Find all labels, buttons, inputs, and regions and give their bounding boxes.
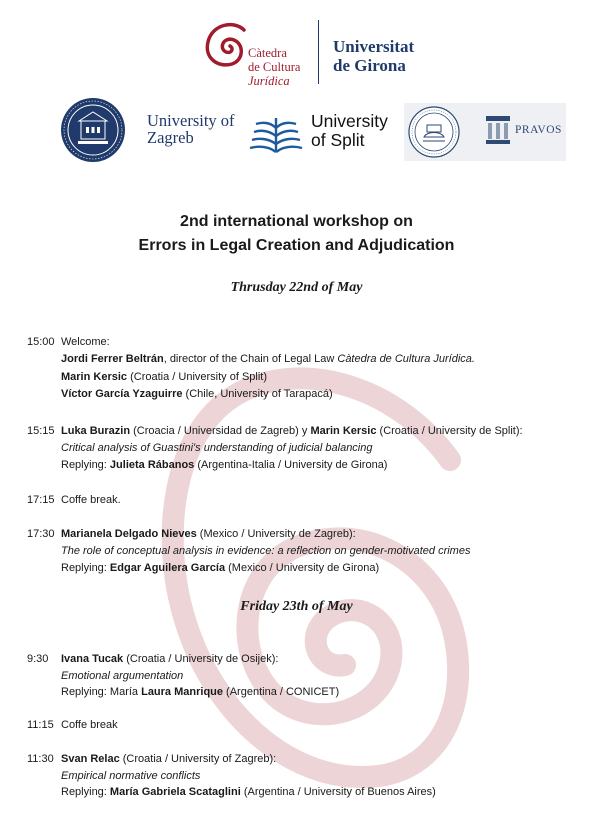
split-book-icon [248,112,304,156]
catedra-spiral-icon [204,22,250,68]
replying-label: Replying: María [61,686,142,698]
workshop-title-line-2: Errors in Legal Creation and Adjudication [138,237,455,254]
welcome-line-2 [61,371,267,383]
friday-heading: Friday 23th of May [240,599,353,614]
time-0930: 9:30 [27,653,49,665]
udg-line-2: de Girona [333,56,406,75]
institution-name: Càtedra de Cultura Jurídica. [337,353,475,365]
session-1515-topic: Critical analysis of Guastini's understanding of judicial balancing [61,442,373,454]
coffee-break-1: Coffe break. [61,494,121,506]
speaker-name: Svan Relac [61,753,120,765]
time-1515: 15:15 [27,425,55,437]
osijek-seal-icon [407,105,461,159]
replier-affiliation: (Mexico / University de Girona) [225,562,380,574]
speaker-affiliation: (Croatia / University de Split): [376,425,523,437]
udg-line-1: Universitat [333,37,415,56]
time-1715: 17:15 [27,494,55,506]
zagreb-line-1: University of [147,111,235,130]
replier-affiliation: (Argentina / University of Buenos Aires) [240,786,436,798]
replier-affiliation: (Argentina / CONICET) [223,686,340,698]
replier-affiliation: (Argentina-Italia / University de Girona) [194,459,388,471]
speaker-affiliation: (Croatia / University of Zagreb): [119,753,277,765]
speaker-name: Marin Kersic [61,371,128,383]
speaker-name: Marianela Delgado Nieves [61,528,197,540]
speaker-affiliation: (Mexico / University de Zagreb): [196,528,356,540]
catedra-line-2: de Cultura [248,60,301,74]
zagreb-logo-text [147,112,235,146]
zagreb-line-2: Zagreb [147,128,194,147]
session-1130-speaker [61,753,276,765]
speaker-name: Víctor García Yzaguirre [61,388,183,400]
time-1500: 15:00 [27,336,55,348]
session-0930-replying [61,686,339,698]
split-logo-text [311,112,388,150]
time-1115: 11:15 [27,719,54,731]
replier-name: Edgar Aguilera García [109,562,226,574]
welcome-line-1 [61,353,475,365]
speaker-affiliation: , director of the Chain of Legal Law [163,353,338,365]
replier-name: Julieta Rábanos [109,459,195,471]
speaker-name: Marin Kersic [310,425,377,437]
welcome-line-3 [61,388,333,400]
session-1730-replying [61,562,379,574]
session-1130-replying [61,786,436,798]
catedra-line-1: Càtedra [248,46,287,60]
thursday-heading: Thrusday 22nd of May [230,280,363,295]
zagreb-seal-icon [60,97,126,163]
replying-label: Replying: [61,459,110,471]
workshop-title-line-1: 2nd international workshop on [180,213,413,230]
session-1730-speaker [61,528,356,540]
replying-label: Replying: [61,786,110,798]
session-0930-topic: Emotional argumentation [61,670,184,682]
speaker-name: Jordi Ferrer Beltrán [61,353,164,365]
coffee-break-2: Coffe break [61,719,118,731]
pravos-building-icon [486,116,510,144]
session-0930-speaker [61,653,278,665]
session-1730-topic: The role of conceptual analysis in evidence: a reflection on gender-motivated crimes [61,545,471,557]
time-1730: 17:30 [27,528,55,540]
session-1515-speakers [61,425,523,437]
pravos-logo-text: PRAVOS [515,124,562,136]
session-1130-topic: Empirical normative conflicts [61,770,201,782]
speaker-name: Luka Burazin [61,425,131,437]
catedra-line-3: Jurídica [248,74,290,88]
replying-label: Replying: [61,562,110,574]
udg-logo [333,37,414,75]
speaker-affiliation: (Croatia / University de Osijek): [123,653,279,665]
logo-divider [318,20,319,84]
speaker-affiliation: (Croacia / Universidad de Zagreb) y [130,425,311,437]
welcome-heading: Welcome: [61,336,110,348]
speaker-affiliation: (Chile, University of Tarapacá) [182,388,333,400]
replier-name: Laura Manrique [141,686,223,698]
time-1130: 11:30 [27,753,54,765]
session-1515-replying [61,459,387,471]
replier-name: María Gabriela Scataglini [109,786,241,798]
speaker-name: Ivana Tucak [61,653,124,665]
split-line-2: of Split [311,130,365,150]
speaker-affiliation: (Croatia / University of Split) [127,371,268,383]
split-line-1: University [311,111,388,131]
